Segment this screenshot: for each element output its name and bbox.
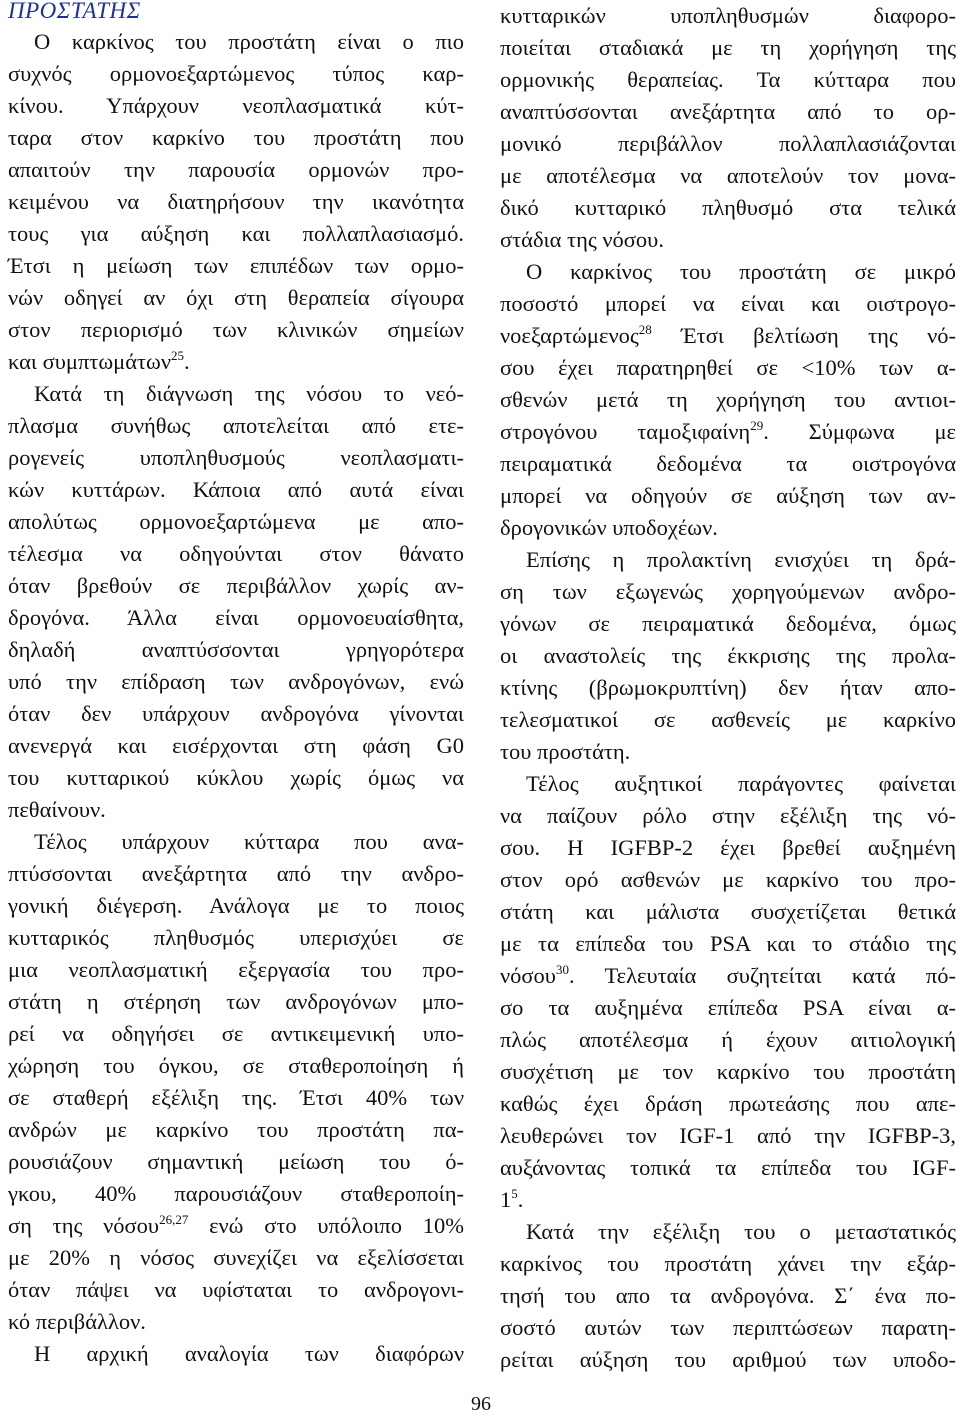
text-line (8, 1082, 464, 1114)
line-text: οι αναστολείς της έκκρισης της προλα- (500, 643, 956, 668)
line-text: όταν δεν υπάρχουν ανδρογόνα γίνονται (8, 701, 464, 726)
text-line (8, 506, 464, 538)
text-line (8, 730, 464, 762)
text-line (500, 256, 956, 288)
text-line (8, 442, 464, 474)
text-line (500, 64, 956, 96)
line-text: Έτσι η μείωση των επιπέδων των ορμο- (8, 253, 464, 278)
line-text: με 20% η νόσος συνεχίζει να εξελίσσεται (8, 1245, 464, 1270)
text-line (8, 538, 464, 570)
left-column (8, 0, 464, 1370)
text-line (500, 576, 956, 608)
line-text: σο τα αυξημένα επίπεδα PSA είναι α- (500, 995, 956, 1020)
text-line (500, 1280, 956, 1312)
text-line (500, 1216, 956, 1248)
text-line (500, 448, 956, 480)
citation-superscript: 26,27 (159, 1212, 189, 1227)
line-text: νοεξαρτώμενος (500, 323, 639, 348)
citation-superscript: 29 (750, 418, 764, 433)
line-text: με τα επίπεδα του PSA και το στάδιο της (500, 931, 956, 956)
text-line (8, 250, 464, 282)
text-line (8, 122, 464, 154)
text-line (500, 288, 956, 320)
line-text: καρκίνος του προστάτη χάνει την εξάρ- (500, 1251, 956, 1276)
line-text: χώρηση του όγκου, σε σταθεροποίηση ή (8, 1053, 464, 1078)
text-line (8, 698, 464, 730)
line-text: κειμένου να διατηρήσουν την ικανότητα (8, 189, 464, 214)
text-line (500, 704, 956, 736)
line-text: ανδρών με καρκίνο του προστάτη πα- (8, 1117, 464, 1142)
text-line (8, 90, 464, 122)
line-text-continued: ενώ στο υπόλοιπο 10% (188, 1213, 464, 1238)
line-text: κών κυττάρων. Κάποια από αυτά είναι (8, 477, 464, 502)
line-text: κυτταρικός πληθυσμός υπερισχύει σε (8, 925, 464, 950)
citation-superscript: 30 (555, 962, 569, 977)
line-text: πειραματικά δεδομένα τα οιστρογόνα (500, 451, 956, 476)
line-text: απαιτούν την παρουσία ορμονών προ- (8, 157, 464, 182)
line-text-continued: . Τελευταία συζητείται κατά πό- (568, 963, 956, 988)
line-text-continued: . (517, 1187, 524, 1212)
line-text: πλώς αποτέλεσμα ή έχουν αιτιολογική (500, 1027, 956, 1052)
line-text: συσχέτιση με τον καρκίνο του προστάτη (500, 1059, 956, 1084)
line-text: ποιείται σταδιακά με τη χορήγηση της (500, 35, 956, 60)
text-line (8, 186, 464, 218)
line-text: απολύτως ορμονοεξαρτώμενα με απο- (8, 509, 464, 534)
text-line (8, 570, 464, 602)
text-line (8, 1210, 464, 1242)
text-line (500, 672, 956, 704)
text-line (8, 1306, 464, 1338)
text-line (500, 96, 956, 128)
line-text: με αποτέλεσμα να αποτελούν τον μονα- (500, 163, 956, 188)
citation-superscript: 5 (511, 1186, 518, 1201)
line-text: τέλεσμα να οδηγούνται στον θάνατο (8, 541, 464, 566)
text-line (8, 282, 464, 314)
text-line (500, 960, 956, 992)
text-line (500, 544, 956, 576)
line-text: γόνων σε πειραματικά δεδομένα, όμως (500, 611, 956, 636)
text-line (500, 1024, 956, 1056)
text-line (8, 26, 464, 58)
line-text: ρείται αύξηση του αριθμού των υποδο- (500, 1347, 956, 1372)
line-text: ση των εξωγενώς χορηγούμενων ανδρο- (500, 579, 956, 604)
line-text: Ο καρκίνος του προστάτη σε μικρό (526, 259, 956, 284)
line-text: του προστάτη. (500, 739, 631, 764)
line-text: πεθαίνουν. (8, 797, 106, 822)
text-line (8, 1274, 464, 1306)
line-text: στάδια της νόσου. (500, 227, 664, 252)
line-text: Επίσης η προλακτίνη ενισχύει τη δρά- (526, 547, 956, 572)
text-line (500, 1344, 956, 1376)
line-text: πλασμα συνήθως αποτελείται από ετε- (8, 413, 464, 438)
text-line (8, 346, 464, 378)
text-line (8, 1146, 464, 1178)
line-text: σε σταθερή εξέλιξη της. Έτσι 40% των (8, 1085, 464, 1110)
text-line (500, 768, 956, 800)
line-text: σθενών μετά τη χορήγηση του αντιοι- (500, 387, 956, 412)
text-line (500, 928, 956, 960)
line-text: καθώς έχει δράση πρωτεάσης που απε- (500, 1091, 956, 1116)
text-line (500, 32, 956, 64)
text-line (500, 1152, 956, 1184)
line-text-continued: . (184, 349, 190, 374)
text-line (500, 1088, 956, 1120)
text-line (8, 58, 464, 90)
text-line (500, 800, 956, 832)
line-text: να παίζουν ρόλο στην εξέλιξη της νό- (500, 803, 956, 828)
line-text: δηλαδή αναπτύσσονται γρηγορότερα (8, 637, 464, 662)
text-line (8, 314, 464, 346)
text-line (500, 992, 956, 1024)
text-line (8, 762, 464, 794)
text-line (8, 1338, 464, 1370)
line-text-continued: . Σύμφωνα με (763, 419, 956, 444)
text-line (8, 1050, 464, 1082)
text-line (8, 666, 464, 698)
text-line (8, 826, 464, 858)
page-number: 96 (471, 1393, 491, 1415)
text-line (8, 154, 464, 186)
text-line (8, 474, 464, 506)
text-line (500, 896, 956, 928)
text-line (8, 602, 464, 634)
text-line (8, 1018, 464, 1050)
line-text: γκου, 40% παρουσιάζουν σταθεροποίη- (8, 1181, 464, 1206)
text-line (500, 480, 956, 512)
line-text: στον ορό ασθενών με καρκίνο του προ- (500, 867, 956, 892)
text-line (500, 608, 956, 640)
line-text: σοστό αυτών των περιπτώσεων παρατη- (500, 1315, 956, 1340)
line-text: στάτη και μάλιστα συσχετίζεται θετικά (500, 899, 956, 924)
line-text: κό περιβάλλον. (8, 1309, 146, 1334)
line-text: σου. Η IGFBP-2 έχει βρεθεί αυξημένη (500, 835, 956, 860)
text-line (8, 1114, 464, 1146)
text-line (8, 410, 464, 442)
text-line (8, 1178, 464, 1210)
line-text-continued: Έτσι βελτίωση της νό- (651, 323, 956, 348)
line-text: κυτταρικών υποπληθυσμών διαφορο- (500, 3, 956, 28)
line-text: και συμπτωμάτων (8, 349, 172, 374)
text-line (500, 864, 956, 896)
line-text: Τέλος υπάρχουν κύτταρα που ανα- (34, 829, 464, 854)
text-line (8, 858, 464, 890)
line-text: 1 (500, 1187, 512, 1212)
citation-superscript: 28 (638, 322, 652, 337)
text-line (500, 0, 956, 32)
line-text: δικό κυτταρικό πληθυσμό στα τελικά (500, 195, 956, 220)
line-text: του κυτταρικού κύκλου χωρίς όμως να (8, 765, 464, 790)
line-text: ποσοστό μπορεί να είναι και οιστρογο- (500, 291, 956, 316)
line-text: μπορεί να οδηγούν σε αύξηση των αν- (500, 483, 956, 508)
text-line (500, 640, 956, 672)
line-text: κίνου. Υπάρχουν νεοπλασματικά κύτ- (8, 93, 464, 118)
text-line (500, 128, 956, 160)
line-text: νών οδηγεί αν όχι στη θεραπεία σίγουρα (8, 285, 464, 310)
line-text: σου έχει παρατηρηθεί σε <10% των α- (500, 355, 956, 380)
text-line (500, 160, 956, 192)
text-line (500, 384, 956, 416)
text-line (500, 320, 956, 352)
line-text: στρογόνου ταμοξιφαίνη (500, 419, 751, 444)
line-text: Τέλος αυξητικοί παράγοντες φαίνεται (526, 771, 956, 796)
text-line (500, 192, 956, 224)
line-text: συχνός ορμονοεξαρτώμενος τύπος καρ- (8, 61, 464, 86)
text-line (500, 832, 956, 864)
line-text: στον περιορισμό των κλινικών σημείων (8, 317, 464, 342)
line-text: όταν πάψει να υφίσταται το ανδρογονι- (8, 1277, 464, 1302)
text-line (8, 634, 464, 666)
text-line (8, 218, 464, 250)
citation-superscript: 25 (171, 348, 185, 363)
text-line (8, 954, 464, 986)
line-text: ανενεργά και εισέρχονται στη φάση G0 (8, 733, 464, 758)
line-text: στάτη η στέρηση των ανδρογόνων μπο- (8, 989, 464, 1014)
line-text: αυξάνοντας τοπικά τα επίπεδα του IGF- (500, 1155, 956, 1180)
line-text: ρεί να οδηγήσει σε αντικειμενική υπο- (8, 1021, 464, 1046)
text-line (500, 512, 956, 544)
line-text: μια νεοπλασματική εξεργασία του προ- (8, 957, 464, 982)
text-line (500, 1248, 956, 1280)
line-text: νόσου (500, 963, 556, 988)
text-line (8, 922, 464, 954)
text-line (500, 224, 956, 256)
text-line (8, 794, 464, 826)
line-text: όταν βρεθούν σε περιβάλλον χωρίς αν- (8, 573, 464, 598)
line-text: κτίνης (βρωμοκρυπτίνη) δεν ήταν απο- (500, 675, 956, 700)
line-text: γονική διέγερση. Ανάλογα με το ποιος (8, 893, 464, 918)
line-text: ρουσιάζουν σημαντική μείωση του ό- (8, 1149, 464, 1174)
line-text: μονικό περιβάλλον πολλαπλασιάζονται (500, 131, 956, 156)
line-text: αναπτύσσονται ανεξάρτητα από το ορ- (500, 99, 956, 124)
line-text: Ο καρκίνος του προστάτη είναι ο πιο (34, 29, 464, 54)
line-text: λευθερώνει τον IGF-1 από την IGFBP-3, (500, 1123, 956, 1148)
line-text: ταρα στον καρκίνο του προστάτη που (8, 125, 464, 150)
text-line (500, 1056, 956, 1088)
text-line (500, 1120, 956, 1152)
line-text: Κατά τη διάγνωση της νόσου το νεό- (34, 381, 464, 406)
text-line (500, 352, 956, 384)
text-line (500, 736, 956, 768)
text-line (8, 378, 464, 410)
line-text: τησή του απο τα ανδρογόνα. Σ΄ ένα πο- (500, 1283, 956, 1308)
text-line (8, 1242, 464, 1274)
line-text: τους για αύξηση και πολλαπλασιασμό. (8, 221, 464, 246)
line-text: ρογενείς υποπληθυσμούς νεοπλασματι- (8, 445, 464, 470)
text-line (8, 890, 464, 922)
line-text: ση της νόσου (8, 1213, 160, 1238)
line-text: υπό την επίδραση των ανδρογόνων, ενώ (8, 669, 464, 694)
line-text: δρογόνα. Άλλα είναι ορμονοευαίσθητα, (8, 605, 464, 630)
text-line (500, 1312, 956, 1344)
right-column (500, 0, 956, 1376)
line-text: τελεσματικοί σε ασθενείς με καρκίνο (500, 707, 956, 732)
line-text: πτύσσονται ανεξάρτητα από την ανδρο- (8, 861, 464, 886)
section-heading: ΠΡΟΣΤΑΤΗΣ (8, 0, 141, 23)
line-text: ορμονικής θεραπείας. Τα κύτταρα που (500, 67, 956, 92)
text-line (500, 1184, 956, 1216)
text-line (500, 416, 956, 448)
text-line (8, 986, 464, 1018)
line-text: δρογονικών υποδοχέων. (500, 515, 718, 540)
line-text: Η αρχική αναλογία των διαφόρων (34, 1341, 464, 1366)
line-text: Κατά την εξέλιξη του ο μεταστατικός (526, 1219, 956, 1244)
